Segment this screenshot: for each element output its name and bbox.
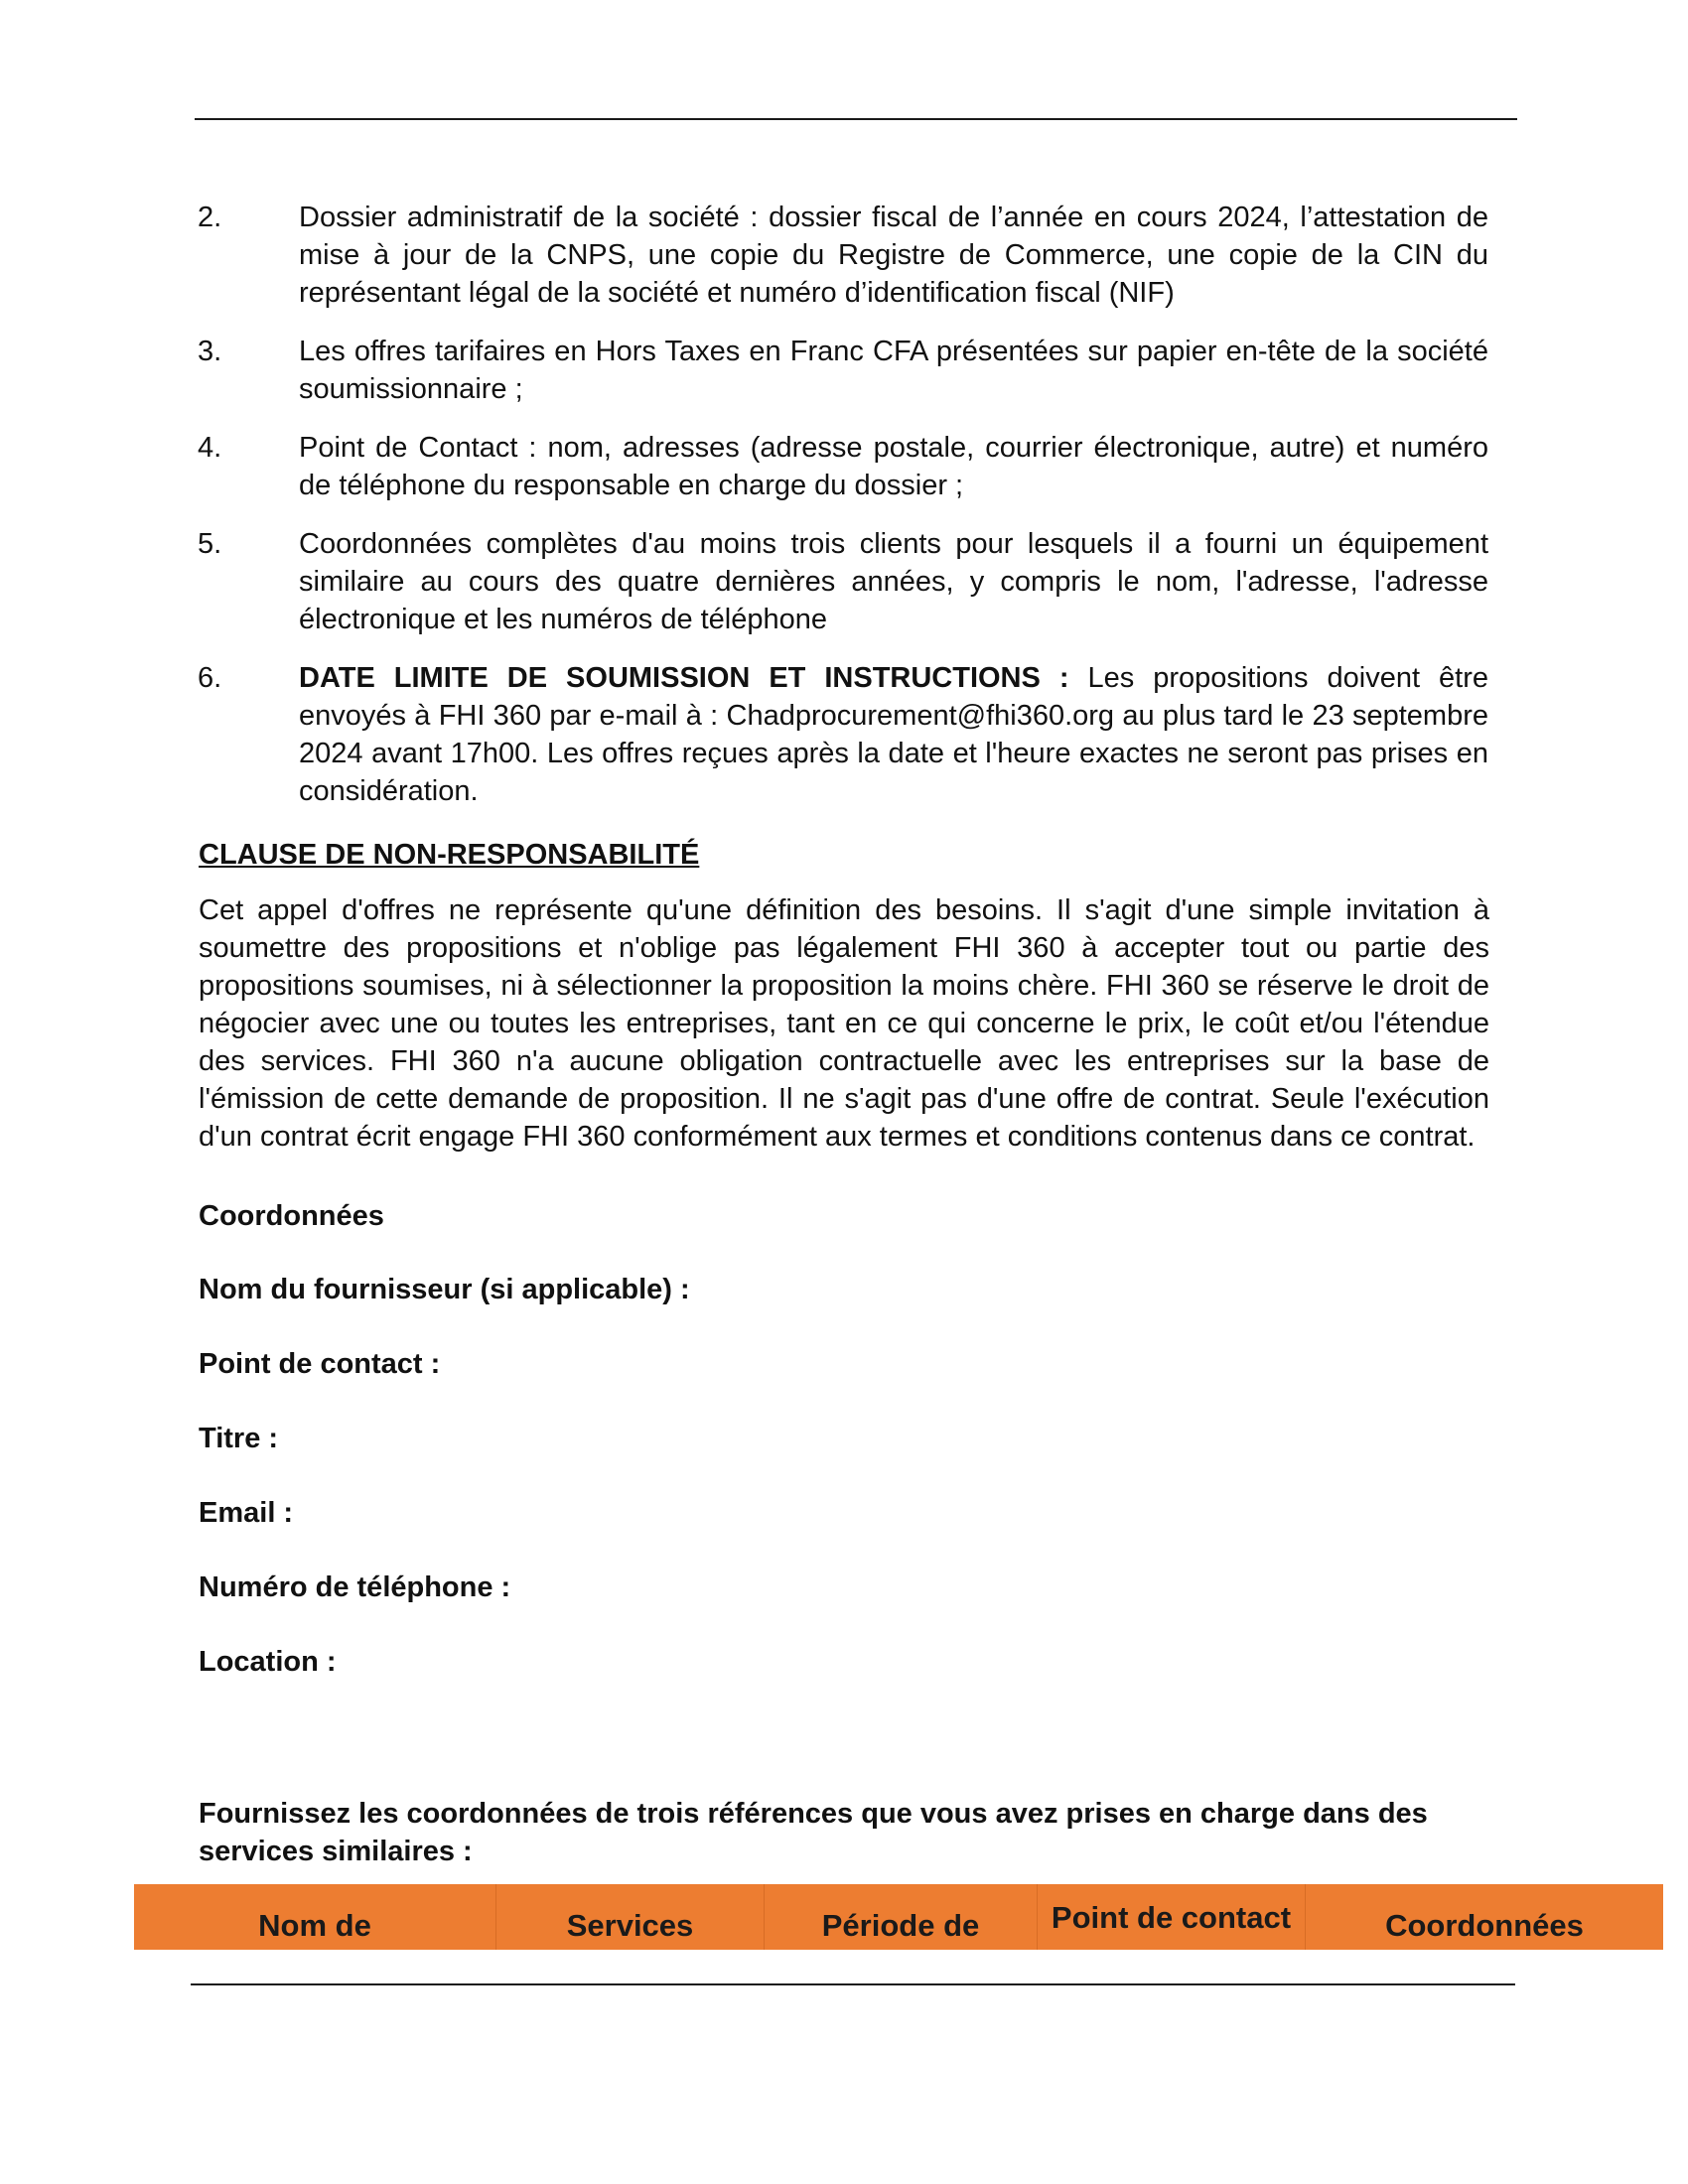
disclaimer-heading: CLAUSE DE NON-RESPONSABILITÉ (199, 839, 700, 871)
deadline-lead: DATE LIMITE DE SOUMISSION ET INSTRUCTIONS : (299, 662, 1069, 694)
header-rule (195, 118, 1517, 120)
deadline-text: Les propositions doivent être envoyés à FHI 360 par e-mail à : Chadprocurement@fhi360.org au plus tard le 23 septembre 2024 avant 17h00. Les offres reçues après la date et l'heure exactes ne seront pas prises en considération. (299, 662, 1488, 807)
supplier-name-label: Nom du fournisseur (si applicable) : (199, 1274, 690, 1305)
list-item (198, 659, 1488, 810)
footer-rule (191, 1983, 1515, 1985)
column-header: Coordonnées (1385, 1908, 1584, 1943)
references-table-header (134, 1884, 1663, 1950)
list-number: 5. (198, 528, 222, 560)
list-number: 2. (198, 202, 222, 233)
list-text: Point de Contact : nom, adresses (adresse postale, courrier électronique, autre) et numéro de téléphone du responsable en charge du dossier ; (299, 432, 1488, 501)
list-text: Dossier administratif de la société : dossier fiscal de l’année en cours 2024, l’attestation de mise à jour de la CNPS, une copie du Registre de Commerce, une copie de la CIN du représentant légal de la société et numéro d’identification fiscal (NIF) (299, 202, 1488, 309)
column-header: Nom de (134, 1884, 496, 1950)
list-item (198, 333, 1488, 408)
references-intro: Fournissez les coordonnées de trois références que vous avez prises en charge dans des services similaires : (199, 1798, 1428, 1867)
phone-label: Numéro de téléphone : (199, 1571, 511, 1603)
list-item (198, 199, 1488, 312)
list-number: 6. (198, 662, 222, 694)
point-of-contact-label: Point de contact : (199, 1348, 441, 1380)
title-label: Titre : (199, 1423, 279, 1454)
email-label: Email : (199, 1497, 294, 1529)
list-number: 4. (198, 432, 222, 464)
list-item (198, 429, 1488, 504)
column-header: Point de contact (1038, 1884, 1306, 1950)
location-label: Location : (199, 1646, 337, 1678)
list-text: Coordonnées complètes d'au moins trois clients pour lesquels il a fourni un équipement similaire au cours des quatre dernières années, y compris le nom, l'adresse, l'adresse électronique et les numéros de téléphone (299, 528, 1488, 635)
contact-title: Coordonnées (199, 1200, 384, 1232)
column-header: Période de (765, 1884, 1038, 1950)
disclaimer-body: Cet appel d'offres ne représente qu'une définition des besoins. Il s'agit d'une simple invitation à soumettre des propositions et n'oblige pas légalement FHI 360 à accepter tout ou partie des propositions soumises, ni à sélectionner la proposition la moins chère. FHI 360 se réserve le droit de négocier avec une ou toutes les entreprises, tant en ce qui concerne le prix, le coût et/ou l'étendue des services. FHI 360 n'a aucune obligation contractuelle avec les entreprises sur la base de l'émission de cette demande de proposition. Il ne s'agit pas d'une offre de contrat. Seule l'exécution d'un contrat écrit engage FHI 360 conformément aux termes et conditions contenus dans ce contrat. (199, 894, 1489, 1153)
list-text: Les offres tarifaires en Hors Taxes en Franc CFA présentées sur papier en-tête de la société soumissionnaire ; (299, 336, 1488, 405)
list-text (299, 659, 1488, 810)
column-header: Services (496, 1884, 765, 1950)
list-item (198, 525, 1488, 638)
list-number: 3. (198, 336, 222, 367)
requirements-list (198, 199, 1488, 831)
